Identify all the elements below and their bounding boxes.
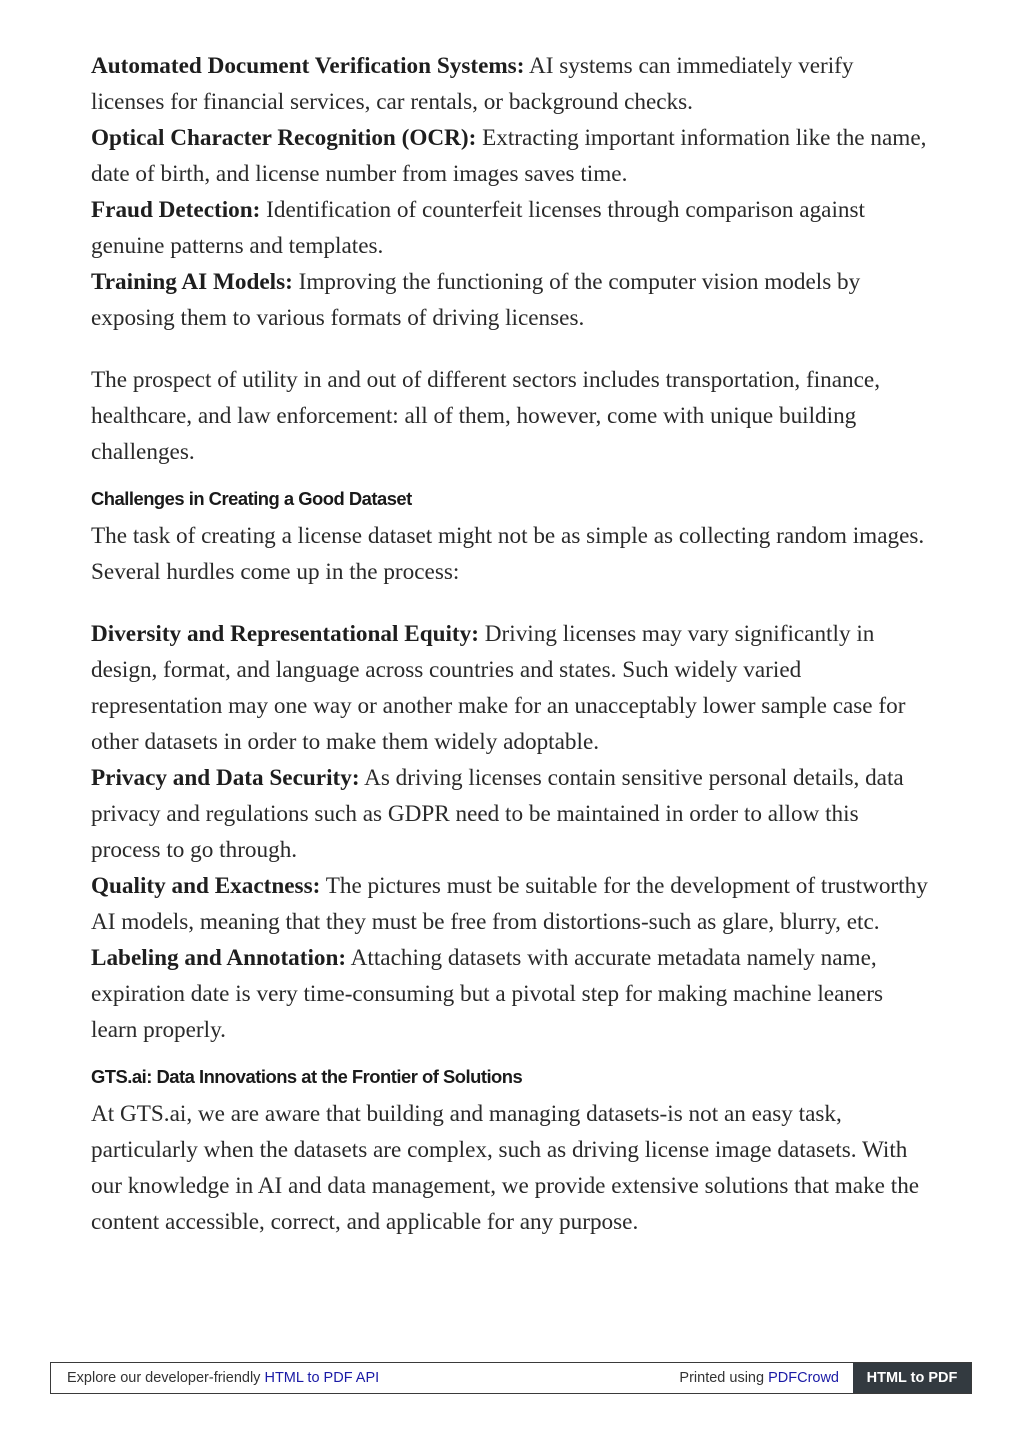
list-item-quality [91, 868, 931, 940]
pdf-footer-banner [50, 1362, 972, 1394]
footer-printed [679, 1370, 839, 1386]
list-item-privacy [91, 760, 931, 868]
list-item-fraud [91, 192, 931, 264]
item-label: Labeling and Annotation: [91, 945, 347, 971]
prospect-paragraph: The prospect of utility in and out of different sectors includes transportation, finance, healthcare, and law enforcement: all of them, however, come with unique building challenges. [91, 367, 881, 465]
pdfcrowd-link[interactable]: PDFCrowd [768, 1370, 839, 1386]
list-item-verification [91, 48, 931, 120]
item-label: Training AI Models: [91, 269, 293, 295]
footer-printed-text: Printed using [679, 1370, 769, 1386]
html-to-pdf-badge[interactable]: HTML to PDF [853, 1363, 971, 1393]
section-heading-challenges: Challenges in Creating a Good Dataset [91, 488, 412, 509]
list-item-training [91, 264, 931, 336]
item-label: Automated Document Verification Systems: [91, 53, 525, 79]
document-body [91, 48, 931, 1240]
item-label: Diversity and Representational Equity: [91, 621, 479, 647]
list-item-diversity [91, 616, 931, 760]
item-text: AI systems can immediately verify licenses for financial services, car rentals, or background checks. [91, 53, 854, 115]
footer-explore-text: Explore our developer-friendly [67, 1370, 265, 1386]
item-text: As driving licenses contain sensitive personal details, data privacy and regulations such as GDPR need to be maintained in order to allow this process to go through. [91, 765, 904, 863]
footer-explore [67, 1370, 379, 1386]
item-text: Identification of counterfeit licenses through comparison against genuine patterns and templates. [91, 197, 865, 259]
intro-paragraph: The task of creating a license dataset might not be as simple as collecting random images. Several hurdles come up in the process: [91, 523, 925, 585]
list-item-labeling [91, 940, 931, 1048]
item-label: Fraud Detection: [91, 197, 261, 223]
item-label: Privacy and Data Security: [91, 765, 360, 791]
list-item-ocr [91, 120, 931, 192]
item-text: Extracting important information like the name, date of birth, and license number from images saves time. [91, 125, 927, 187]
item-label: Optical Character Recognition (OCR): [91, 125, 477, 151]
closing-paragraph: At GTS.ai, we are aware that building and managing datasets-is not an easy task, particularly when the datasets are complex, such as driving license image datasets. With our knowledge in AI and data management, we provide extensive solutions that make the content accessible, correct, and applicable for any purpose. [91, 1101, 920, 1235]
item-label: Quality and Exactness: [91, 873, 321, 899]
item-text: Improving the functioning of the computer vision models by exposing them to various formats of driving licenses. [91, 269, 861, 331]
html-to-pdf-api-link[interactable]: HTML to PDF API [264, 1370, 380, 1386]
item-text: Attaching datasets with accurate metadata namely name, expiration date is very time-consuming but a pivotal step for making machine leaners learn properly. [91, 945, 884, 1043]
section-heading-gts: GTS.ai: Data Innovations at the Frontier of Solutions [91, 1066, 523, 1087]
item-text: The pictures must be suitable for the development of trustworthy AI models, meaning that they must be free from distortions-such as glare, blurry, etc. [91, 873, 928, 935]
item-text: Driving licenses may vary significantly in design, format, and language across countries and states. Such widely varied representation may one way or another make for an unacceptably lower sample case for other datasets in order to make them widely adoptable. [91, 621, 906, 755]
